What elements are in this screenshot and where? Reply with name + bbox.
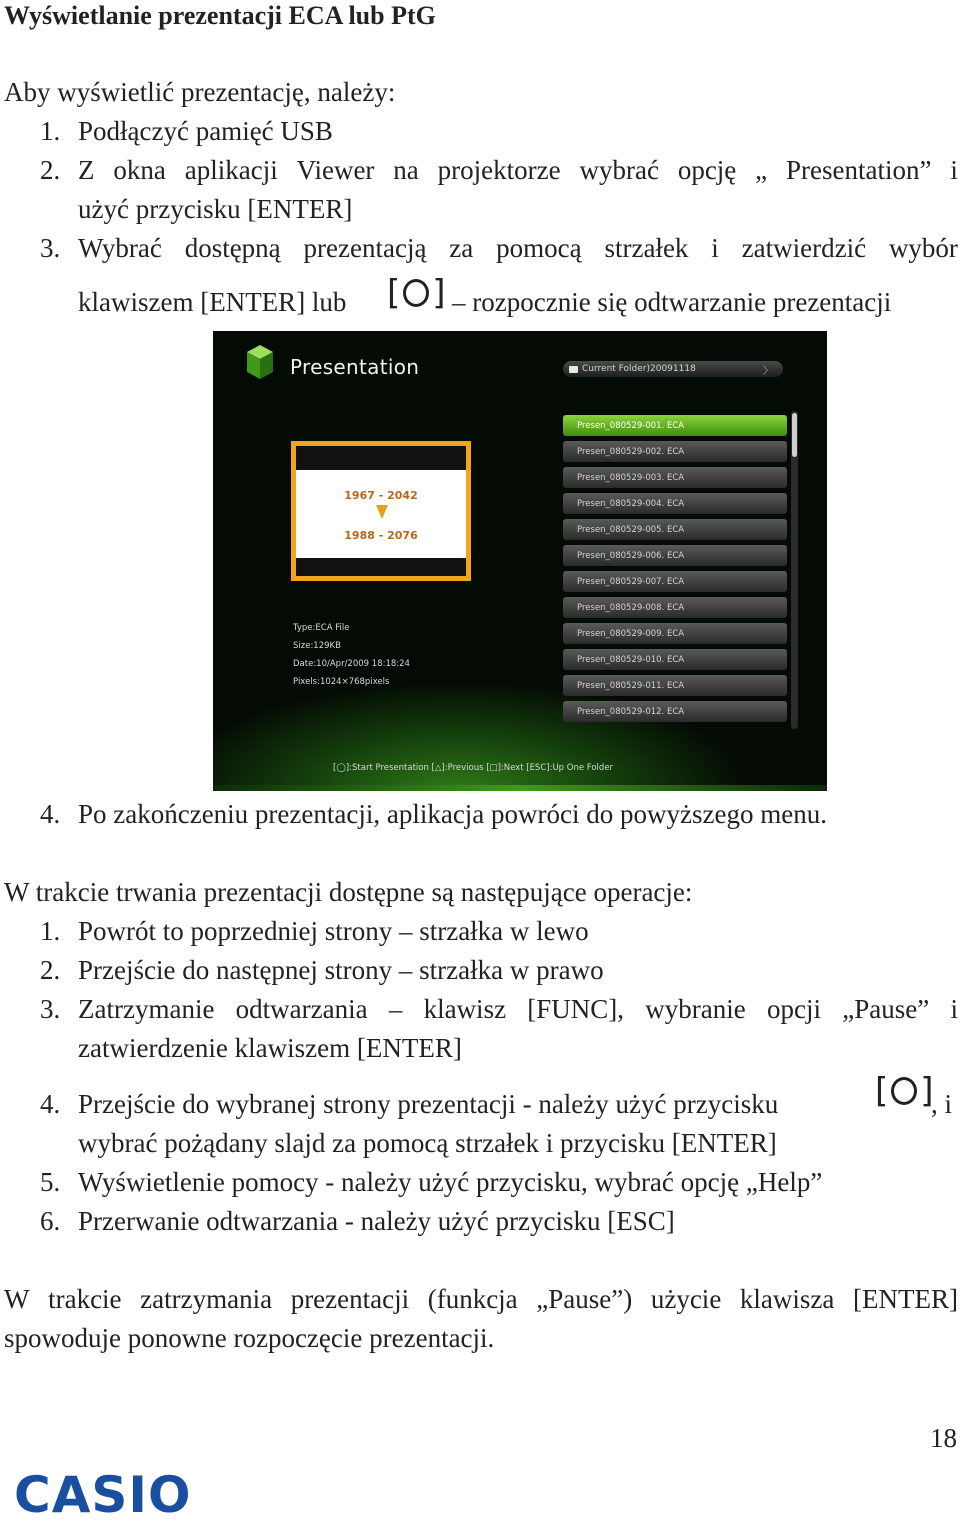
word: zatwierdzić [741, 233, 867, 263]
chevron-right-icon: 〉 [763, 366, 773, 377]
word: pomocą [496, 233, 582, 263]
slide-preview [291, 441, 471, 581]
word: i [950, 994, 958, 1024]
file-list-item[interactable]: Presen_080529-011. ECA [563, 675, 787, 696]
op-text: zatwierdzenie klawiszem [ENTER] [78, 1033, 462, 1063]
word: opcji [767, 994, 821, 1024]
op-text: Wyświetlenie pomocy - należy użyć przycisku, wybrać opcję „Help” [78, 1167, 823, 1197]
step-text: Podłączyć pamięć USB [78, 116, 333, 146]
op-text: Powrót to poprzedniej strony – strzałka w lewo [78, 916, 589, 946]
word: strzałek [604, 233, 689, 263]
step-text: użyć przycisku [ENTER] [78, 194, 353, 224]
word: wybór [888, 233, 958, 263]
op-text: , i [931, 1089, 953, 1119]
step-text: Po zakończeniu prezentacji, aplikacja powróci do powyższego menu. [78, 799, 827, 829]
word: prezentacji [290, 1284, 410, 1314]
word: „ [755, 155, 768, 185]
word: trakcie [48, 1284, 122, 1314]
file-list-item[interactable]: Presen_080529-006. ECA [563, 545, 787, 566]
green-glow [213, 785, 827, 791]
word: za [449, 233, 474, 263]
page-number: 18 [930, 1423, 957, 1453]
op-text [78, 993, 958, 1025]
word: (funkcja [427, 1284, 518, 1314]
word: użycie [650, 1284, 722, 1314]
op-number: 5. [40, 1167, 61, 1197]
file-list-item[interactable]: Presen_080529-005. ECA [563, 519, 787, 540]
word: prezentacją [303, 233, 427, 263]
word: opcję [677, 155, 737, 185]
step-number: 2. [40, 155, 61, 185]
pause-paragraph [4, 1283, 958, 1315]
word: wybranie [645, 994, 746, 1024]
word: zatrzymania [140, 1284, 273, 1314]
op-number: 3. [40, 994, 61, 1024]
op-number: 1. [40, 916, 61, 946]
step-text: klawiszem [ENTER] lub [78, 287, 347, 317]
file-list-item[interactable]: Presen_080529-012. ECA [563, 701, 787, 722]
word: i [711, 233, 719, 263]
file-list-item[interactable]: Presen_080529-007. ECA [563, 571, 787, 592]
file-size: Size:129KB [293, 641, 341, 651]
screen-title: Presentation [290, 355, 420, 379]
file-date: Date:10/Apr/2009 18:18:24 [293, 659, 410, 669]
op-number: 2. [40, 955, 61, 985]
presentation-screenshot [213, 331, 827, 791]
word: klawisz [423, 994, 507, 1024]
casio-logo: CASIO [14, 1466, 192, 1524]
preview-text: 1967 - 2042 [344, 489, 418, 502]
word: Zatrzymanie [78, 994, 215, 1024]
op-number: 4. [40, 1089, 61, 1119]
step-number: 4. [40, 799, 61, 829]
word: Z [78, 155, 95, 185]
op-number: 6. [40, 1206, 61, 1236]
word: klawisza [739, 1284, 835, 1314]
scrollbar-thumb[interactable] [792, 413, 797, 457]
word: dostępną [184, 233, 281, 263]
word: na [393, 155, 419, 185]
word: – [388, 994, 403, 1024]
key-hint-bar: [◯]:Start Presentation [△]:Previous [□]:Next [ESC]:Up One Folder [333, 763, 614, 773]
file-list-item[interactable]: Presen_080529-008. ECA [563, 597, 787, 618]
op-text: wybrać pożądany slajd za pomocą strzałek i przycisku [ENTER] [78, 1128, 777, 1158]
word: „Pause”) [536, 1284, 633, 1314]
file-list-item[interactable]: Presen_080529-004. ECA [563, 493, 787, 514]
operations-intro: W trakcie trwania prezentacji dostępne są następujące operacje: [4, 877, 693, 907]
folder-icon [569, 366, 578, 373]
file-list-item[interactable]: Presen_080529-010. ECA [563, 649, 787, 670]
file-list-item[interactable]: Presen_080529-009. ECA [563, 623, 787, 644]
step-number: 1. [40, 116, 61, 146]
word: [ENTER] [852, 1284, 958, 1314]
file-pixels: Pixels:1024×768pixels [293, 677, 390, 687]
current-folder-bar [563, 361, 783, 377]
word: projektorze [437, 155, 561, 185]
file-list-item[interactable]: Presen_080529-003. ECA [563, 467, 787, 488]
word: [FUNC], [527, 994, 625, 1024]
word: Wybrać [78, 233, 162, 263]
step-text [78, 154, 958, 186]
word: okna [113, 155, 166, 185]
word: W [4, 1284, 30, 1314]
file-list-item[interactable]: Presen_080529-002. ECA [563, 441, 787, 462]
op-text: Przejście do wybranej strony prezentacji - należy użyć przycisku [78, 1089, 779, 1119]
word: wybrać [579, 155, 659, 185]
word: odtwarzania [235, 994, 368, 1024]
arrow-down-icon [376, 505, 388, 519]
op-text: Przejście do następnej strony – strzałka w prawo [78, 955, 604, 985]
word: „Pause” [842, 994, 930, 1024]
step-number: 3. [40, 233, 61, 263]
word: Viewer [296, 155, 375, 185]
step-text: – rozpocznie się odtwarzanie prezentacji [452, 287, 892, 317]
op-text: Przerwanie odtwarzania - należy użyć przycisku [ESC] [78, 1206, 675, 1236]
step-text [78, 232, 958, 264]
file-type: Type:ECA File [293, 623, 350, 633]
scrollbar[interactable] [791, 411, 798, 729]
file-list-item[interactable]: Presen_080529-001. ECA [563, 415, 787, 436]
presentation-app-icon [245, 343, 275, 383]
folder-label: Current Folder)20091118 [582, 364, 696, 374]
circle-key-icon: [ ] [875, 1071, 934, 1111]
circle-key-icon: [ ] [387, 273, 446, 313]
page-title: Wyświetlanie prezentacji ECA lub PtG [4, 1, 436, 30]
pause-paragraph-line2: spowoduje ponowne rozpoczęcie prezentacji. [4, 1323, 495, 1353]
word: i [950, 155, 958, 185]
intro-text: Aby wyświetlić prezentację, należy: [4, 77, 396, 107]
preview-text: 1988 - 2076 [344, 529, 418, 542]
word: Presentation” [786, 155, 932, 185]
word: aplikacji [184, 155, 278, 185]
